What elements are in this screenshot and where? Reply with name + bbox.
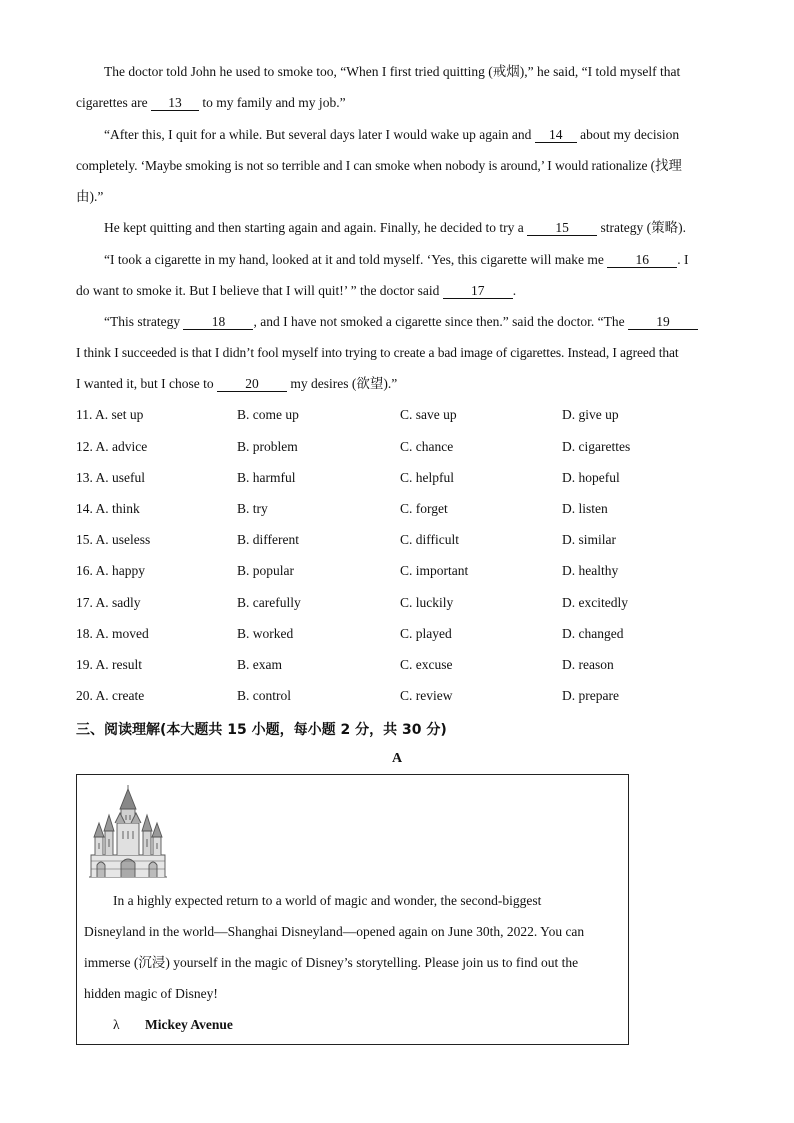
- option-a[interactable]: 15. A. useless: [76, 532, 151, 547]
- section-title: 三、阅读理解(本大题共 15 小题，每小题 2 分，共 30 分): [76, 722, 447, 738]
- passage-text: completely. ‘Maybe smoking is not so terrible and I can smoke when nobody is around,’ I would rationalize (找理: [76, 158, 682, 173]
- answer-blank-19[interactable]: 19: [628, 314, 698, 330]
- passage-line: [76, 188, 718, 206]
- option-a[interactable]: 12. A. advice: [76, 439, 148, 454]
- option-c[interactable]: C. chance: [400, 439, 454, 454]
- answer-blank-13[interactable]: 13: [151, 95, 199, 111]
- passage-text: , and I have not smoked a cigarette since then.” said the doctor. “The: [253, 314, 628, 329]
- passage-line: [104, 313, 718, 331]
- passage-line: [104, 219, 718, 237]
- passage-text: my desires (欲望).”: [286, 376, 398, 391]
- reading-passage-box: [76, 774, 629, 1045]
- question-options-row: [76, 656, 718, 674]
- passage-line: [104, 126, 718, 144]
- option-b[interactable]: B. harmful: [237, 470, 296, 485]
- passage-text: . I: [677, 252, 689, 267]
- option-d[interactable]: D. excitedly: [562, 595, 628, 610]
- passage-line: [76, 94, 718, 112]
- option-b[interactable]: B. worked: [237, 626, 294, 641]
- question-options-row: [76, 438, 718, 456]
- option-d[interactable]: D. cigarettes: [562, 439, 631, 454]
- option-a[interactable]: 16. A. happy: [76, 563, 145, 578]
- question-options-row: [76, 687, 718, 705]
- option-d[interactable]: D. give up: [562, 407, 619, 422]
- option-a[interactable]: 18. A. moved: [76, 626, 149, 641]
- passage-line: [76, 282, 718, 300]
- option-b[interactable]: B. try: [237, 501, 268, 516]
- option-c[interactable]: C. forget: [400, 501, 448, 516]
- option-c[interactable]: C. review: [400, 688, 453, 703]
- option-a[interactable]: 19. A. result: [76, 657, 142, 672]
- option-d[interactable]: D. prepare: [562, 688, 619, 703]
- option-d[interactable]: D. changed: [562, 626, 624, 641]
- question-options-row: [76, 500, 718, 518]
- option-c[interactable]: C. helpful: [400, 470, 454, 485]
- passage-text: I think I succeeded is that I didn’t fool myself into trying to create a bad image of cigarettes. Instead, I agreed that: [76, 345, 679, 360]
- question-options-row: [76, 406, 718, 424]
- passage-text: strategy (策略).: [597, 220, 686, 235]
- box-subheading: [113, 1016, 233, 1034]
- passage-line: [104, 63, 718, 81]
- option-a[interactable]: 13. A. useful: [76, 470, 145, 485]
- option-b[interactable]: B. control: [237, 688, 291, 703]
- question-options-row: [76, 469, 718, 487]
- option-c[interactable]: C. played: [400, 626, 452, 641]
- passage-line: [76, 344, 718, 362]
- mickey-avenue-heading: Mickey Avenue: [145, 1017, 233, 1032]
- option-a[interactable]: 14. A. think: [76, 501, 140, 516]
- option-b[interactable]: B. problem: [237, 439, 298, 454]
- answer-blank-20[interactable]: 20: [217, 376, 287, 392]
- option-d[interactable]: D. similar: [562, 532, 616, 547]
- passage-text: “I took a cigarette in my hand, looked at it and told myself. ‘Yes, this cigarette will make me: [104, 252, 608, 267]
- passage-text: cigarettes are: [76, 95, 151, 110]
- answer-blank-16[interactable]: 16: [607, 252, 677, 268]
- option-a[interactable]: 11. A. set up: [76, 407, 144, 422]
- question-options-row: [76, 562, 718, 580]
- option-b[interactable]: B. come up: [237, 407, 299, 422]
- option-c[interactable]: C. important: [400, 563, 469, 578]
- passage-text: He kept quitting and then starting again and again. Finally, he decided to try a: [104, 220, 528, 235]
- passage-text: “This strategy: [104, 314, 184, 329]
- option-b[interactable]: B. popular: [237, 563, 294, 578]
- option-c[interactable]: C. excuse: [400, 657, 453, 672]
- box-text-line: immerse (沉浸) yourself in the magic of Disney’s storytelling. Please join us to find out the: [84, 955, 579, 970]
- passage-text: “After this, I quit for a while. But several days later I would wake up again and: [104, 127, 535, 142]
- option-d[interactable]: D. healthy: [562, 563, 619, 578]
- option-d[interactable]: D. reason: [562, 657, 614, 672]
- passage-text: I wanted it, but I chose to: [76, 376, 217, 391]
- bullet-icon: λ: [113, 1017, 120, 1032]
- box-text-line: Disneyland in the world—Shanghai Disneyland—opened again on June 30th, 2022. You can: [84, 924, 585, 939]
- option-d[interactable]: D. listen: [562, 501, 608, 516]
- passage-line: [76, 375, 718, 393]
- option-a[interactable]: 17. A. sadly: [76, 595, 141, 610]
- question-options-row: [76, 625, 718, 643]
- passage-text: about my decision: [576, 127, 680, 142]
- answer-blank-17[interactable]: 17: [443, 283, 513, 299]
- option-b[interactable]: B. different: [237, 532, 299, 547]
- option-c[interactable]: C. difficult: [400, 532, 459, 547]
- castle-illustration-icon: [87, 785, 169, 881]
- option-b[interactable]: B. exam: [237, 657, 282, 672]
- option-d[interactable]: D. hopeful: [562, 470, 620, 485]
- passage-text: .: [512, 283, 517, 298]
- option-c[interactable]: C. luckily: [400, 595, 454, 610]
- answer-blank-18[interactable]: 18: [183, 314, 253, 330]
- passage-text: The doctor told John he used to smoke too, “When I first tried quitting (戒烟),” he said, “I told myself that: [104, 64, 681, 79]
- option-b[interactable]: B. carefully: [237, 595, 301, 610]
- question-options-row: [76, 531, 718, 549]
- passage-text: do want to smoke it. But I believe that I will quit!’ ” the doctor said: [76, 283, 443, 298]
- passage-line: [104, 251, 718, 269]
- answer-blank-15[interactable]: 15: [527, 220, 597, 236]
- option-c[interactable]: C. save up: [400, 407, 457, 422]
- part-label: A: [391, 751, 403, 766]
- passage-text: 由).”: [76, 189, 104, 204]
- answer-blank-14[interactable]: 14: [535, 127, 577, 143]
- box-text-line: hidden magic of Disney!: [84, 986, 218, 1001]
- passage-text: to my family and my job.”: [198, 95, 346, 110]
- option-a[interactable]: 20. A. create: [76, 688, 145, 703]
- question-options-row: [76, 594, 718, 612]
- passage-line: [76, 157, 718, 175]
- box-text-line: In a highly expected return to a world of magic and wonder, the second-biggest: [113, 893, 542, 908]
